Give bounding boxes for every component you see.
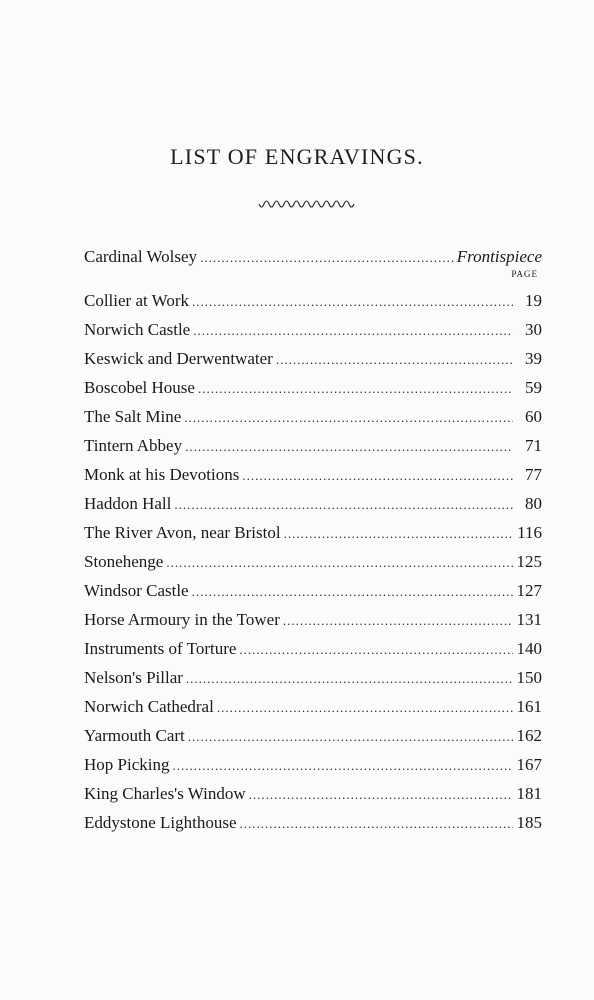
entry-title: Keswick and Derwentwater	[84, 349, 273, 368]
entry-title: The River Avon, near Bristol	[84, 523, 281, 542]
list-item	[84, 779, 542, 808]
entry-title: Instruments of Torture	[84, 639, 237, 658]
entry-title: The Salt Mine	[84, 407, 182, 426]
wavy-ornament-icon	[258, 200, 356, 212]
entry-page: 71	[525, 436, 542, 455]
entry-title: Stonehenge	[84, 552, 164, 571]
entry-title: King Charles's Window	[84, 784, 246, 803]
list-item	[84, 315, 542, 344]
list-item	[84, 373, 542, 402]
dot-leader	[242, 461, 513, 489]
entry-page: 140	[516, 639, 542, 658]
entry-page: 116	[517, 523, 542, 542]
list-item	[84, 808, 542, 837]
entry-page: Frontispiece	[456, 247, 542, 266]
dot-leader	[166, 548, 513, 576]
entry-page: 80	[525, 494, 542, 513]
page-column-header: PAGE	[511, 269, 538, 279]
dot-leader	[239, 635, 513, 663]
entry-title: Monk at his Devotions	[84, 465, 240, 484]
dot-leader	[249, 780, 513, 808]
list-item	[84, 402, 542, 431]
dot-leader	[174, 490, 513, 518]
entry-title: Boscobel House	[84, 378, 195, 397]
dot-leader	[276, 345, 513, 373]
entry-title: Yarmouth Cart	[84, 726, 185, 745]
entry-title: Collier at Work	[84, 291, 190, 310]
entry-title: Cardinal Wolsey	[84, 247, 198, 266]
list-item	[84, 547, 542, 576]
list-item	[84, 663, 542, 692]
entry-title: Eddystone Lighthouse	[84, 813, 237, 832]
entry-title: Hop Picking	[84, 755, 170, 774]
list-item-frontispiece	[84, 242, 542, 271]
entry-page: 181	[516, 784, 542, 803]
entry-page: 162	[516, 726, 542, 745]
entry-page: 60	[525, 407, 542, 426]
dot-leader	[217, 693, 513, 721]
entry-page: 150	[516, 668, 542, 687]
entry-title: Horse Armoury in the Tower	[84, 610, 280, 629]
dot-leader	[240, 809, 513, 837]
page-title: LIST OF ENGRAVINGS.	[170, 144, 424, 169]
dot-leader	[284, 519, 513, 547]
entry-title: Nelson's Pillar	[84, 668, 183, 687]
dot-leader	[200, 243, 454, 271]
list-item	[84, 721, 542, 750]
list-item	[84, 634, 542, 663]
entry-title: Norwich Castle	[84, 320, 191, 339]
list-item	[84, 460, 542, 489]
entry-title: Tintern Abbey	[84, 436, 183, 455]
list-item	[84, 750, 542, 779]
dot-leader	[198, 374, 513, 402]
dot-leader	[172, 751, 513, 779]
dot-leader	[185, 432, 513, 460]
dot-leader	[283, 606, 513, 634]
entry-page: 131	[516, 610, 542, 629]
entry-page: 19	[525, 291, 542, 310]
engravings-list	[84, 242, 542, 837]
dot-leader	[184, 403, 513, 431]
entry-rows	[84, 286, 542, 837]
entry-page: 77	[525, 465, 542, 484]
entry-title: Windsor Castle	[84, 581, 189, 600]
dot-leader	[186, 664, 513, 692]
entry-page: 167	[516, 755, 542, 774]
dot-leader	[193, 316, 513, 344]
dot-leader	[192, 287, 513, 315]
entry-page: 59	[525, 378, 542, 397]
list-item	[84, 692, 542, 721]
list-item	[84, 344, 542, 373]
entry-page: 30	[525, 320, 542, 339]
entry-page: 125	[516, 552, 542, 571]
list-item	[84, 431, 542, 460]
dot-leader	[192, 577, 513, 605]
entry-title: Haddon Hall	[84, 494, 172, 513]
entry-page: 185	[516, 813, 542, 832]
list-item	[84, 489, 542, 518]
entry-page: 127	[516, 581, 542, 600]
list-item	[84, 605, 542, 634]
dot-leader	[188, 722, 513, 750]
list-item	[84, 576, 542, 605]
entry-page: 161	[516, 697, 542, 716]
entry-page: 39	[525, 349, 542, 368]
entry-title: Norwich Cathedral	[84, 697, 214, 716]
list-item	[84, 518, 542, 547]
list-item	[84, 286, 542, 315]
